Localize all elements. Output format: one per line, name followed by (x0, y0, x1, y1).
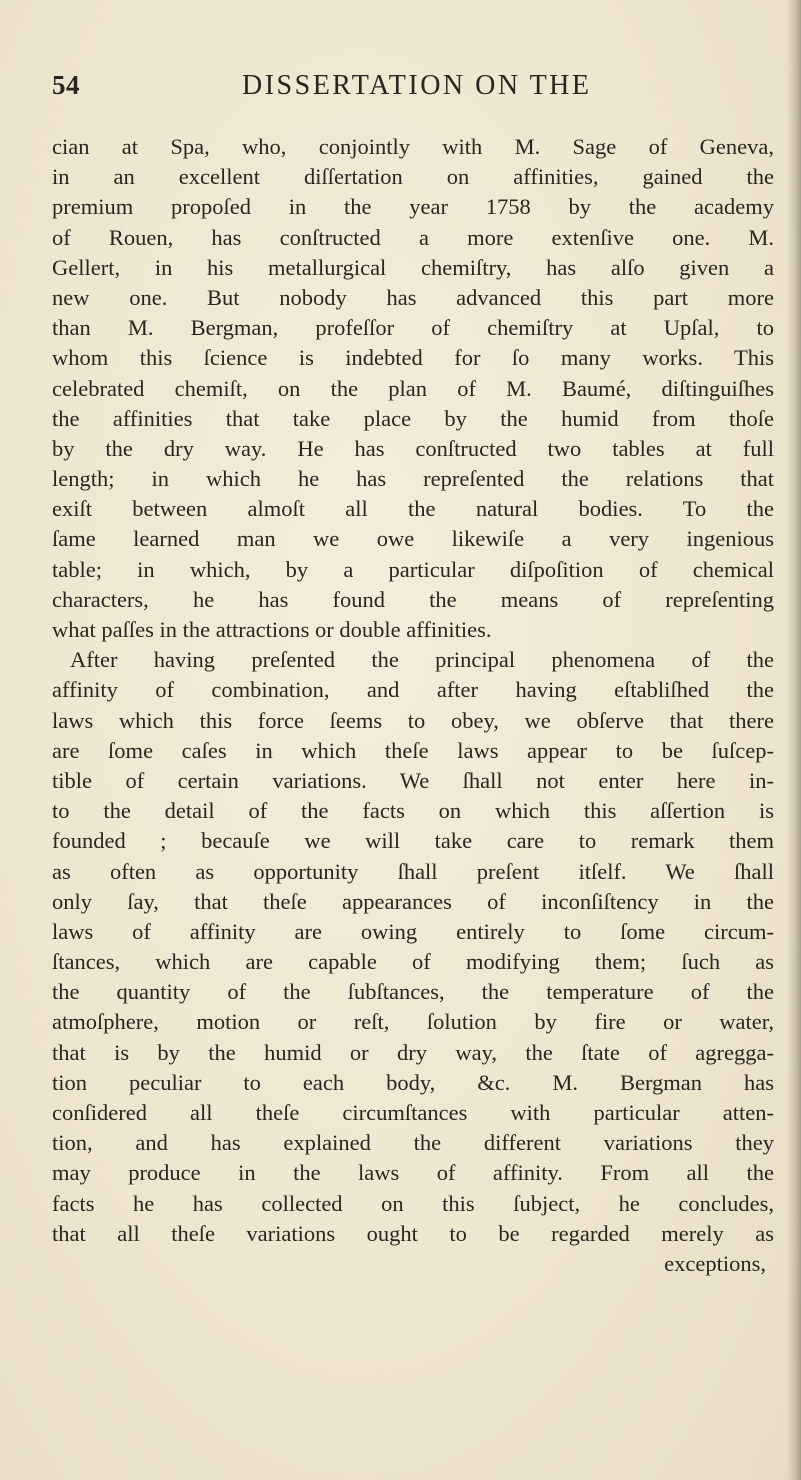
text-line: characters, he has found the means of repreſenting (52, 586, 774, 612)
text-line: that is by the humid or dry way, the ſtate of agregga- (52, 1039, 774, 1065)
text-line: to the detail of the facts on which this aſſertion is (52, 798, 774, 824)
text-line: conſidered all theſe circumſtances with particular atten- (52, 1100, 774, 1125)
text-line: ſtances, which are capable of modifying them; ſuch as (52, 949, 774, 975)
text-line: than M. Bergman, profeſſor of chemiſtry at Upſal, to (52, 315, 774, 341)
text-line: in an excellent diſſertation on affinities, gained the (52, 164, 774, 190)
text-line: what paſſes in the attractions or double affinities. (52, 617, 492, 642)
catchword: exceptions, (664, 1250, 766, 1276)
text-line: tible of certain variations. We ſhall not enter here in- (52, 767, 774, 793)
text-line: whom this ſcience is indebted for ſo many works. This (52, 345, 774, 371)
text-line: are ſome caſes in which theſe laws appear to be ſuſcep- (52, 737, 774, 763)
text-line: After having preſented the principal phenomena of the (70, 647, 774, 673)
text-line: that all theſe variations ought to be regarded merely as (52, 1220, 774, 1246)
page-edge-shadow (787, 0, 801, 1480)
page-number: 54 (52, 70, 80, 100)
text-line: celebrated chemiſt, on the plan of M. Baumé, diſtinguiſhes (52, 375, 774, 401)
text-line: ſame learned man we owe likewiſe a very ingenious (52, 526, 774, 552)
text-line: laws which this force ſeems to obey, we obſerve that there (52, 707, 774, 733)
text-line: atmoſphere, motion or reſt, ſolution by fire or water, (52, 1009, 774, 1035)
text-line: table; in which, by a particular diſpoſition of chemical (52, 556, 774, 582)
text-line: may produce in the laws of affinity. From all the (52, 1160, 774, 1186)
text-line: new one. But nobody has advanced this part more (52, 284, 774, 310)
text-line: the quantity of the ſubſtances, the temperature of the (52, 979, 774, 1005)
text-line: laws of affinity are owing entirely to ſome circum- (52, 918, 774, 944)
text-line: tion peculiar to each body, &c. M. Bergman has (52, 1069, 774, 1095)
text-line: affinity of combination, and after having eſtabliſhed the (52, 677, 774, 703)
text-line: only ſay, that theſe appearances of inconſiſtency in the (52, 888, 774, 914)
text-line: facts he has collected on this ſubject, he concludes, (52, 1190, 774, 1216)
text-line: founded ; becauſe we will take care to remark them (52, 828, 774, 854)
text-line: cian at Spa, who, conjointly with M. Sage of Geneva, (52, 134, 774, 159)
text-line: by the dry way. He has conſtructed two tables at full (52, 435, 774, 461)
running-head: DISSERTATION ON THE (242, 70, 592, 101)
text-line: premium propoſed in the year 1758 by the academy (52, 194, 774, 220)
page-header (52, 70, 752, 110)
text-line: the affinities that take place by the humid from thoſe (52, 405, 774, 431)
text-line: as often as opportunity ſhall preſent itſelf. We ſhall (52, 858, 774, 884)
text-line: of Rouen, has conſtructed a more extenſive one. M. (52, 224, 774, 250)
body-text (52, 132, 774, 1279)
text-line: tion, and has explained the different variations they (52, 1130, 774, 1156)
text-line: exiſt between almoſt all the natural bodies. To the (52, 496, 774, 522)
text-line: length; in which he has repreſented the relations that (52, 466, 774, 492)
text-line: Gellert, in his metallurgical chemiſtry, has alſo given a (52, 254, 774, 280)
